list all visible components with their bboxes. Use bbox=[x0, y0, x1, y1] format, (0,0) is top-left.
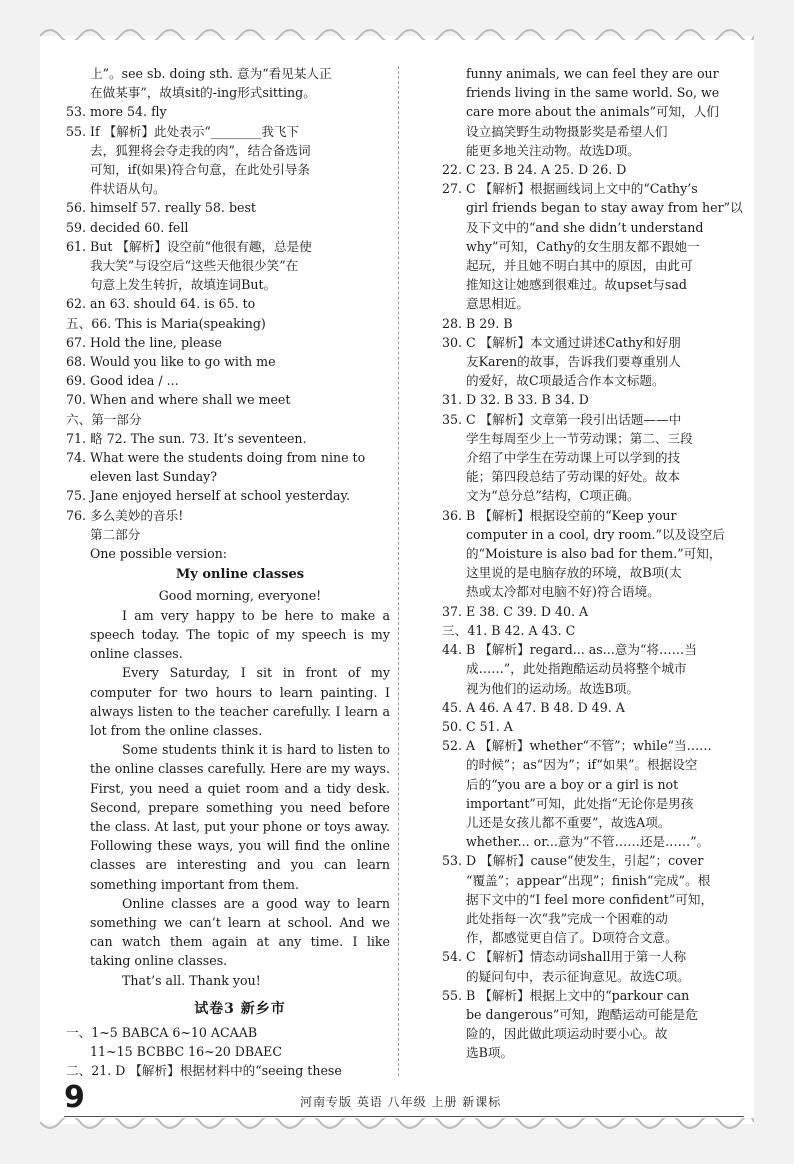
essay-paragraph-2: Every Saturday, I sit in front of my computer for two hours to learn painting. I always listen to the teacher carefully. I learn a lot from the online classes. bbox=[90, 665, 390, 738]
right-answer-line: 36. B 【解析】根据设空前的“Keep your bbox=[442, 507, 677, 523]
page-number: 9 bbox=[64, 1080, 85, 1115]
left-answer-line: 在做某事”，故填sit的-ing形式sitting。 bbox=[90, 85, 316, 101]
right-column bbox=[442, 64, 743, 1063]
right-answer-line: 学生每周至少上一节劳动课；第二、三段 bbox=[466, 430, 693, 446]
right-answer-line: 22. C 23. B 24. A 25. D 26. D bbox=[442, 162, 627, 178]
essay-title: My online classes bbox=[175, 567, 305, 583]
essay-paragraph-3: Some students think it is hard to listen to the online classes carefully. Here are my ways. First, you need a quiet room and a tidy desk. Second, prepare something you need before the class. At last, put your phone or toys away. Following these ways, you will find the online classes are interesting and you can learn something important from them. bbox=[90, 742, 390, 892]
essay-paragraph-4: Online classes are a good way to learn something we can’t learn at school. And we can watch them again at any time. I like taking online classes. bbox=[90, 895, 390, 969]
left-answer-line: 件状语从句。 bbox=[90, 181, 166, 197]
left-answer-line: 我大笑”与设空后“这些天他很少笑”在 bbox=[90, 258, 299, 274]
right-answer-line: 险的，因此做此项运动时要小心。故 bbox=[466, 1026, 668, 1042]
left-answer-line: 59. decided 60. fell bbox=[66, 219, 189, 235]
right-answer-line: 28. B 29. B bbox=[442, 315, 513, 331]
right-answer-line: important”可知，此处指“无论你是男孩 bbox=[466, 795, 694, 811]
right-answer-line: 的爱好，故C项最适合作本文标题。 bbox=[466, 373, 665, 389]
essay-greeting: Good morning, everyone! bbox=[158, 588, 322, 604]
right-answer-line: 儿还是女孩儿都不重要”，故选A项。 bbox=[466, 814, 671, 830]
left-answer-lines bbox=[66, 64, 390, 563]
left-answer-line: 76. 多么美妙的音乐! bbox=[66, 507, 184, 523]
right-answer-line: 44. B 【解析】regard... as...意为“将……当 bbox=[442, 642, 697, 658]
right-answer-line: 及下文中的“and she didn’t understand bbox=[466, 219, 704, 235]
scalloped-border-top bbox=[40, 22, 754, 40]
right-answer-line: 热或太冷都对电脑不好)符合语境。 bbox=[466, 584, 660, 600]
footer-rule bbox=[64, 1116, 744, 1117]
right-answer-line: “覆盖”；appear“出现”；finish“完成”。根 bbox=[466, 872, 711, 888]
right-answer-line: 作，都感觉更自信了。D项符合文意。 bbox=[466, 930, 678, 946]
test3-answers-line-2: 11~15 BCBBC 16~20 DBAEC bbox=[90, 1044, 282, 1060]
test3-answers-line-3: 二、21. D 【解析】根据材料中的“seeing these bbox=[66, 1063, 342, 1079]
right-answer-line: 推知这让她感到很难过。故upset与sad bbox=[466, 277, 687, 293]
right-answer-line: 介绍了中学生在劳动课上可以学到的技 bbox=[466, 450, 681, 466]
essay-closing: That’s all. Thank you! bbox=[122, 972, 261, 988]
right-answer-line: 后的“you are a boy or a girl is not bbox=[466, 776, 679, 792]
right-answer-line: 三、41. B 42. A 43. C bbox=[442, 622, 576, 638]
right-answer-line: 意思相近。 bbox=[466, 296, 529, 312]
right-answer-line: funny animals, we can feel they are our bbox=[466, 66, 719, 81]
left-answer-line: eleven last Sunday? bbox=[90, 469, 217, 485]
left-answer-line: 五、66. This is Maria(speaking) bbox=[66, 315, 266, 331]
scalloped-border-bottom bbox=[40, 1118, 754, 1136]
right-answer-line: 视为他们的运动场。故选B项。 bbox=[466, 680, 639, 696]
left-answer-line: 去，狐狸将会夺走我的肉”，结合备选词 bbox=[90, 142, 311, 158]
right-answer-line: 50. C 51. A bbox=[442, 718, 513, 734]
right-answer-line: 30. C 【解析】本文通过讲述Cathy和好朋 bbox=[442, 334, 681, 350]
right-answer-line: 55. B 【解析】根据上文中的“parkour can bbox=[442, 987, 690, 1003]
right-answer-line: 文为“总分总”结构，C项正确。 bbox=[466, 488, 640, 504]
right-answer-line: 据下文中的“I feel more confident”可知， bbox=[466, 891, 714, 907]
left-answer-line: 74. What were the students doing from nine to bbox=[66, 450, 366, 466]
right-answer-line: 此处指每一次“我”完成一个困难的动 bbox=[466, 910, 668, 926]
left-answer-line: 61. But 【解析】设空前“他很有趣，总是使 bbox=[66, 238, 312, 254]
right-answer-line: 53. D 【解析】cause“使发生，引起”；cover bbox=[442, 853, 704, 869]
left-answer-line: 67. Hold the line, please bbox=[66, 334, 222, 350]
right-answer-line: girl friends began to stay away from her”以 bbox=[466, 200, 743, 216]
test3-answers-line-1: 一、1~5 BABCA 6~10 ACAAB bbox=[66, 1024, 258, 1040]
right-answer-line: 的时候”；as“因为”；if“如果”。根据设空 bbox=[466, 757, 698, 773]
left-answer-line: 70. When and where shall we meet bbox=[66, 392, 291, 408]
right-answer-line: 45. A 46. A 47. B 48. D 49. A bbox=[442, 699, 625, 715]
left-answer-line: 62. an 63. should 64. is 65. to bbox=[66, 296, 256, 312]
left-answer-line: 可知，if(如果)符合句意，在此处引导条 bbox=[90, 162, 311, 178]
left-answer-line: 56. himself 57. really 58. best bbox=[66, 200, 256, 216]
right-answer-line: 成……”，此处指跑酷运动员将整个城市 bbox=[466, 661, 687, 677]
left-answer-line: 句意上发生转折，故填连词But。 bbox=[90, 277, 277, 293]
left-column bbox=[66, 64, 390, 1081]
left-answer-line: 第二部分 bbox=[90, 526, 141, 542]
test3-heading: 试卷3 新乡市 bbox=[194, 1000, 286, 1017]
column-divider bbox=[398, 66, 399, 1076]
right-answer-line: 友Karen的故事，告诉我们要尊重别人 bbox=[466, 354, 681, 370]
right-answer-line: whether... or...意为“不管……还是……”。 bbox=[466, 834, 710, 850]
right-answer-line: 能；第四段总结了劳动课的好处。故本 bbox=[466, 469, 681, 485]
right-answer-lines bbox=[442, 64, 743, 1063]
left-answer-line: 71. 略 72. The sun. 73. It’s seventeen. bbox=[66, 430, 307, 446]
right-answer-line: friends living in the same world. So, we bbox=[466, 85, 720, 101]
right-answer-line: be dangerous”可知，跑酷运动可能是危 bbox=[466, 1006, 698, 1022]
right-answer-line: care more about the animals”可知，人们 bbox=[466, 104, 719, 120]
right-answer-line: 37. E 38. C 39. D 40. A bbox=[442, 603, 589, 619]
left-answer-line: 六、第一部分 bbox=[66, 411, 142, 427]
right-answer-line: 能更多地关注动物。故选D项。 bbox=[466, 142, 640, 158]
left-answer-line: 69. Good idea / ... bbox=[66, 373, 179, 389]
right-answer-line: 27. C 【解析】根据画线词上文中的“Cathy’s bbox=[442, 181, 698, 197]
footer-text: 河南专版 英语 八年级 上册 新课标 bbox=[300, 1095, 502, 1109]
left-answer-line: 55. If 【解析】此处表示“________我飞下 bbox=[66, 123, 300, 139]
right-answer-line: 这里说的是电脑存放的环境，故B项(太 bbox=[466, 565, 682, 581]
left-answer-line: 68. Would you like to go with me bbox=[66, 354, 276, 370]
right-answer-line: computer in a cool, dry room.”以及设空后 bbox=[466, 526, 725, 542]
essay-paragraph-1: I am very happy to be here to make a speech today. The topic of my speech is my online classes. bbox=[90, 607, 390, 662]
left-answer-line: 上”。see sb. doing sth. 意为“看见某人正 bbox=[90, 66, 332, 81]
right-answer-line: 的疑问句中，表示征询意见。故选C项。 bbox=[466, 968, 690, 984]
right-answer-line: 设立搞笑野生动物摄影奖是希望人们 bbox=[466, 123, 668, 139]
right-answer-line: why”可知，Cathy的女生朋友都不跟她一 bbox=[466, 238, 700, 254]
right-answer-line: 起玩，并且她不明白其中的原因，由此可 bbox=[466, 258, 693, 274]
left-answer-line: 75. Jane enjoyed herself at school yesterday. bbox=[66, 488, 351, 504]
right-answer-line: 52. A 【解析】whether“不管”；while“当…… bbox=[442, 738, 712, 754]
right-answer-line: 的“Moisture is also bad for them.”可知， bbox=[466, 546, 722, 562]
left-answer-line: One possible version: bbox=[90, 546, 228, 562]
left-answer-line: 53. more 54. fly bbox=[66, 104, 167, 120]
right-answer-line: 54. C 【解析】情态动词shall用于第一人称 bbox=[442, 949, 687, 965]
right-answer-line: 选B项。 bbox=[466, 1045, 514, 1061]
right-answer-line: 35. C 【解析】文章第一段引出话题——中 bbox=[442, 411, 682, 427]
right-answer-line: 31. D 32. B 33. B 34. D bbox=[442, 392, 589, 408]
